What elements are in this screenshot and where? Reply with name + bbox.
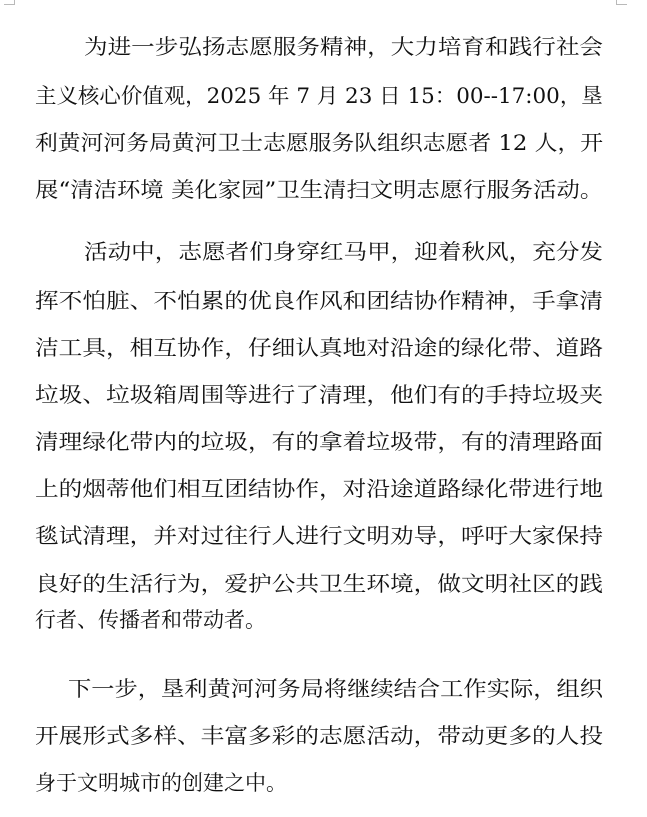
text-line: 身于文明城市的创建之中。 xyxy=(35,771,287,795)
text-line: 毯试清理，并对过往行人进行文明劝导，呼吁大家保持 xyxy=(35,524,603,548)
text-line: 良好的生活行为，爱护公共卫生环境，做文明社区的践 xyxy=(35,572,603,596)
text-line: 为进一步弘扬志愿服务精神，大力培育和践行社会 xyxy=(84,35,603,59)
text-line: 利黄河河务局黄河卫士志愿服务队组织志愿者 12 人，开 xyxy=(35,131,604,155)
text-line: 挥不怕脏、不怕累的优良作风和团结协作精神，手拿清 xyxy=(35,289,603,313)
text-line: 洁工具，相互协作，仔细认真地对沿途的绿化带、道路 xyxy=(35,336,603,360)
text-line: 行者、传播者和带动者。 xyxy=(35,608,266,632)
text-line: 开展形式多样、丰富多彩的志愿活动，带动更多的人投 xyxy=(35,724,603,748)
text-line: 上的烟蒂他们相互团结协作，对沿途道路绿化带进行地 xyxy=(35,477,603,501)
page-corner-marker-left xyxy=(4,0,15,5)
text-line: 活动中，志愿者们身穿红马甲，迎着秋风，充分发 xyxy=(84,240,603,264)
text-line: 垃圾、垃圾箱周围等进行了清理，他们有的手持垃圾夹 xyxy=(35,383,603,407)
text-line: 清理绿化带内的垃圾，有的拿着垃圾带，有的清理路面 xyxy=(35,430,603,454)
page-corner-marker-right xyxy=(616,0,627,5)
text-line: 主义核心价值观，2025 年 7 月 23 日 15：00--17:00，垦 xyxy=(35,84,603,108)
text-line: 下一步，垦利黄河河务局将继续结合工作实际，组织 xyxy=(68,677,603,701)
text-line: 展“清洁环境 美化家园”卫生清扫文明志愿行服务活动。 xyxy=(35,178,604,202)
